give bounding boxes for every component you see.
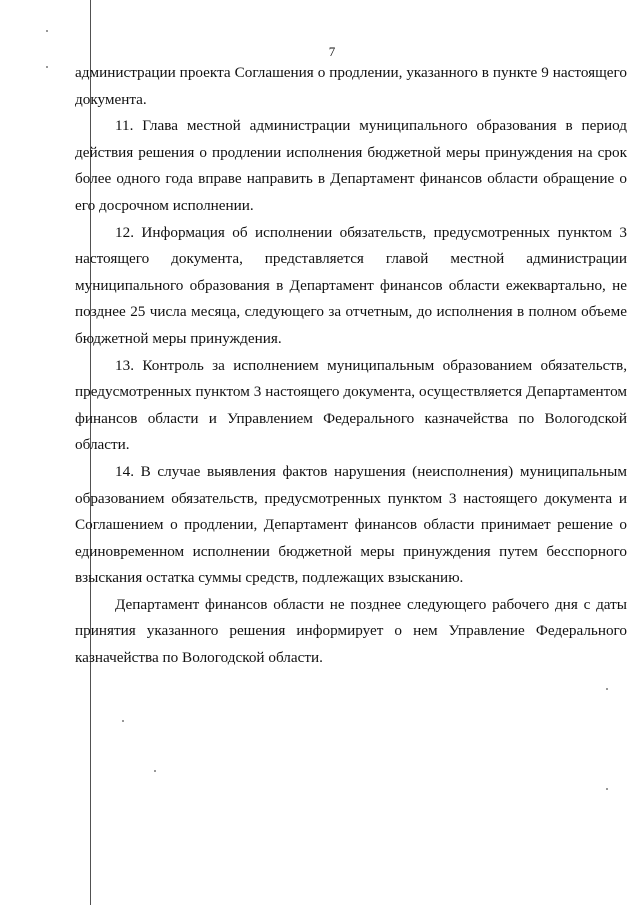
paragraph-item-11: 11. Глава местной администрации муниципального образования в период действия решения о продлении исполнения бюджетной меры принуждения на срок более одного года вправе направить в Департамент финансов области обращение о его досрочном исполнении.: [75, 117, 627, 214]
page-number: 7: [328, 44, 336, 59]
scan-speck: [606, 788, 608, 790]
paragraph-item-14: 14. В случае выявления фактов нарушения (неисполнения) муниципальным образованием обязательств, предусмотренных пунктом 3 настоящего документа и Соглашением о продлении, Департамент финансов области принимает решение о единовременном исполнении бюджетной меры принуждения путем бесспорного взыскания остатка суммы средств, подлежащих взысканию.: [75, 462, 627, 587]
document-body: [75, 60, 627, 672]
paragraph-final: Департамент финансов области не позднее следующего рабочего дня с даты принятия указанного решения информирует о нем Управление Федерального казначейства по Вологодской области.: [75, 595, 627, 667]
scan-speck: [122, 720, 124, 722]
paragraph-item-12: 12. Информация об исполнении обязательств, предусмотренных пунктом 3 настоящего документа, представляется главой местной администрации муниципального образования в Департамент финансов области ежеквартально, не позднее 25 числа месяца, следующего за отчетным, до исполнения в полном объеме бюджетной меры принуждения.: [75, 223, 627, 347]
paragraph-item-13: 13. Контроль за исполнением муниципальным образованием обязательств, предусмотренных пунктом 3 настоящего документа, осуществляется Департаментом финансов области и Управлением Федерального казначейства по Вологодской области.: [75, 356, 627, 454]
paragraph-continuation: администрации проекта Соглашения о продлении, указанного в пункте 9 настоящего документа.: [75, 64, 627, 108]
scan-speck: [46, 66, 48, 68]
scan-speck: [606, 688, 608, 690]
scan-speck: [46, 30, 48, 32]
scan-speck: [154, 770, 156, 772]
